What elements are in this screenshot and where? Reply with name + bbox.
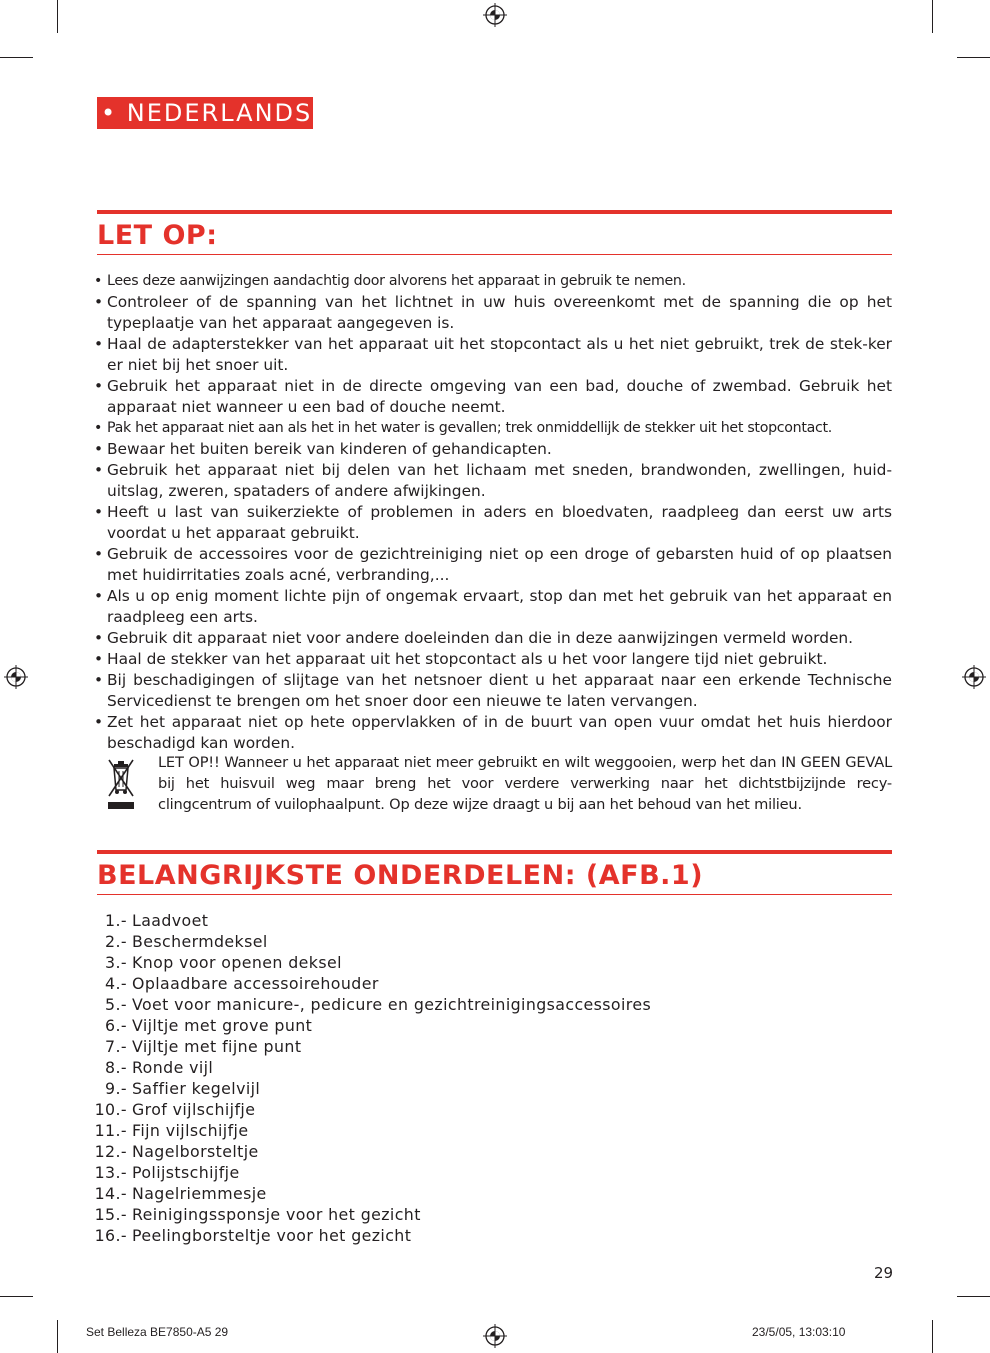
section-rule-bottom bbox=[97, 894, 892, 895]
crop-mark bbox=[0, 57, 33, 58]
registration-mark-icon bbox=[4, 665, 28, 689]
part-number: 11.- bbox=[94, 1121, 127, 1140]
part-item bbox=[90, 1036, 690, 1057]
part-label: Vijltje met fijne punt bbox=[132, 1037, 302, 1056]
part-label: Oplaadbare accessoirehouder bbox=[132, 974, 379, 993]
warnings-list bbox=[94, 271, 892, 754]
section-rule-top bbox=[97, 850, 892, 854]
part-label: Fijn vijlschijfje bbox=[132, 1121, 249, 1140]
disposal-notice bbox=[106, 752, 892, 816]
part-item bbox=[90, 1120, 690, 1141]
part-number: 7.- bbox=[105, 1037, 127, 1056]
part-number: 15.- bbox=[94, 1205, 127, 1224]
crop-mark bbox=[932, 0, 933, 33]
parts-list bbox=[90, 910, 690, 1246]
warning-item: • Gebruik het apparaat niet in de directe omgeving van een bad, douche of zwembad. Gebruik het apparaat niet wanneer u een bad of douche neemt. bbox=[94, 376, 892, 418]
crop-mark bbox=[957, 57, 990, 58]
part-number: 12.- bbox=[94, 1142, 127, 1161]
registration-mark-icon bbox=[483, 3, 507, 27]
part-label: Peelingborsteltje voor het gezicht bbox=[132, 1226, 412, 1245]
warning-item: • Gebruik dit apparaat niet voor andere doeleinden dan die in deze aanwijzingen vermeld worden. bbox=[94, 628, 892, 649]
disposal-notice-text: LET OP!! Wanneer u het apparaat niet meer gebruikt en wilt weggooien, werp het dan IN GEEN GEVAL bij het huisvuil weg maar breng het voor verdere verwerking naar het dichtstbijzijnde recy-clingcentrum of vuilophaalpunt. Op deze wijze draagt u bij aan het behoud van het milieu. bbox=[158, 754, 892, 813]
part-number: 14.- bbox=[94, 1184, 127, 1203]
warning-item: • Zet het apparaat niet op hete oppervlakken of in de buurt van open vuur omdat het huis hierdoor beschadigd kan worden. bbox=[94, 712, 892, 754]
part-label: Vijltje met grove punt bbox=[132, 1016, 313, 1035]
warning-item: • Bewaar het buiten bereik van kinderen of gehandicapten. bbox=[94, 439, 892, 460]
part-item bbox=[90, 931, 690, 952]
part-label: Polijstschijfje bbox=[132, 1163, 240, 1182]
crop-mark bbox=[57, 1320, 58, 1353]
footer-timestamp: 23/5/05, 13:03:10 bbox=[752, 1325, 846, 1339]
crop-mark bbox=[932, 1320, 933, 1353]
part-item bbox=[90, 952, 690, 973]
warning-item: • Gebruik het apparaat niet bij delen van het lichaam met sneden, brandwonden, zwellingen, huid-uitslag, zweren, spataders of andere afwijkingen. bbox=[94, 460, 892, 502]
footer-file-info: Set Belleza BE7850-A5 29 bbox=[86, 1325, 229, 1339]
warning-item: • Bij beschadigingen of slijtage van het netsnoer dient u het apparaat naar een erkende Technische Servicedienst te brengen om het snoer door een nieuwe te laten vervangen. bbox=[94, 670, 892, 712]
crop-mark bbox=[0, 1296, 33, 1297]
warning-item: • Controleer of de spanning van het lichtnet in uw huis overeenkomt met de spanning die op het typeplaatje van het apparaat aangegeven is. bbox=[94, 292, 892, 334]
section-rule-bottom bbox=[97, 254, 892, 255]
parts-heading: BELANGRIJKSTE ONDERDELEN: (AFB.1) bbox=[97, 860, 704, 891]
crop-mark bbox=[57, 0, 58, 33]
part-item bbox=[90, 1183, 690, 1204]
part-label: Reinigingssponsje voor het gezicht bbox=[132, 1205, 421, 1224]
part-item bbox=[90, 1078, 690, 1099]
part-number: 16.- bbox=[94, 1226, 127, 1245]
part-item bbox=[90, 1162, 690, 1183]
part-number: 1.- bbox=[105, 911, 127, 930]
warning-item: • Haal de adapterstekker van het apparaat uit het stopcontact als u het niet gebruikt, trek de stek-ker er niet bij het snoer uit. bbox=[94, 334, 892, 376]
warning-item: • Gebruik de accessoires voor de gezichtreiniging niet op een droge of gebarsten huid of op plaatsen met huidirritaties zoals acné, verbranding,... bbox=[94, 544, 892, 586]
part-number: 3.- bbox=[105, 953, 127, 972]
registration-mark-icon bbox=[962, 665, 986, 689]
warning-item: • Lees deze aanwijzingen aandachtig door alvorens het apparaat in gebruik te nemen. bbox=[94, 271, 892, 292]
registration-mark-icon bbox=[483, 1324, 507, 1348]
page-number: 29 bbox=[874, 1264, 894, 1282]
part-label: Beschermdeksel bbox=[132, 932, 268, 951]
part-number: 2.- bbox=[105, 932, 127, 951]
part-label: Laadvoet bbox=[132, 911, 209, 930]
part-item bbox=[90, 1057, 690, 1078]
warning-item: • Als u op enig moment lichte pijn of ongemak ervaart, stop dan met het gebruik van het apparaat en raadpleeg een arts. bbox=[94, 586, 892, 628]
part-item bbox=[90, 1141, 690, 1162]
part-item bbox=[90, 1225, 690, 1246]
part-item bbox=[90, 1015, 690, 1036]
part-number: 10.- bbox=[94, 1100, 127, 1119]
warning-item: • Pak het apparaat niet aan als het in het water is gevallen; trek onmiddellijk de stekker uit het stopcontact. bbox=[94, 418, 892, 439]
language-tab: • NEDERLANDS bbox=[97, 97, 313, 129]
part-label: Grof vijlschijfje bbox=[132, 1100, 256, 1119]
crossed-out-wheelie-bin-icon bbox=[106, 756, 136, 812]
part-label: Nagelriemmesje bbox=[132, 1184, 267, 1203]
warning-item: • Haal de stekker van het apparaat uit het stopcontact als u het voor langere tijd niet gebruikt. bbox=[94, 649, 892, 670]
part-number: 9.- bbox=[105, 1079, 127, 1098]
part-item bbox=[90, 1099, 690, 1120]
part-number: 4.- bbox=[105, 974, 127, 993]
part-item bbox=[90, 994, 690, 1015]
part-item bbox=[90, 973, 690, 994]
part-item bbox=[90, 910, 690, 931]
part-number: 6.- bbox=[105, 1016, 127, 1035]
warning-item: • Heeft u last van suikerziekte of problemen in aders en bloedvaten, raadpleeg dan eerst uw arts voordat u het apparaat gebruikt. bbox=[94, 502, 892, 544]
part-label: Ronde vijl bbox=[132, 1058, 214, 1077]
part-label: Saffier kegelvijl bbox=[132, 1079, 261, 1098]
crop-mark bbox=[957, 1296, 990, 1297]
part-label: Nagelborsteltje bbox=[132, 1142, 259, 1161]
part-number: 5.- bbox=[105, 995, 127, 1014]
warnings-heading: LET OP: bbox=[97, 220, 218, 251]
part-label: Voet voor manicure-, pedicure en gezichtreinigingsaccessoires bbox=[132, 995, 652, 1014]
part-number: 13.- bbox=[94, 1163, 127, 1182]
part-number: 8.- bbox=[105, 1058, 127, 1077]
part-item bbox=[90, 1204, 690, 1225]
part-label: Knop voor openen deksel bbox=[132, 953, 342, 972]
section-rule-top bbox=[97, 210, 892, 214]
